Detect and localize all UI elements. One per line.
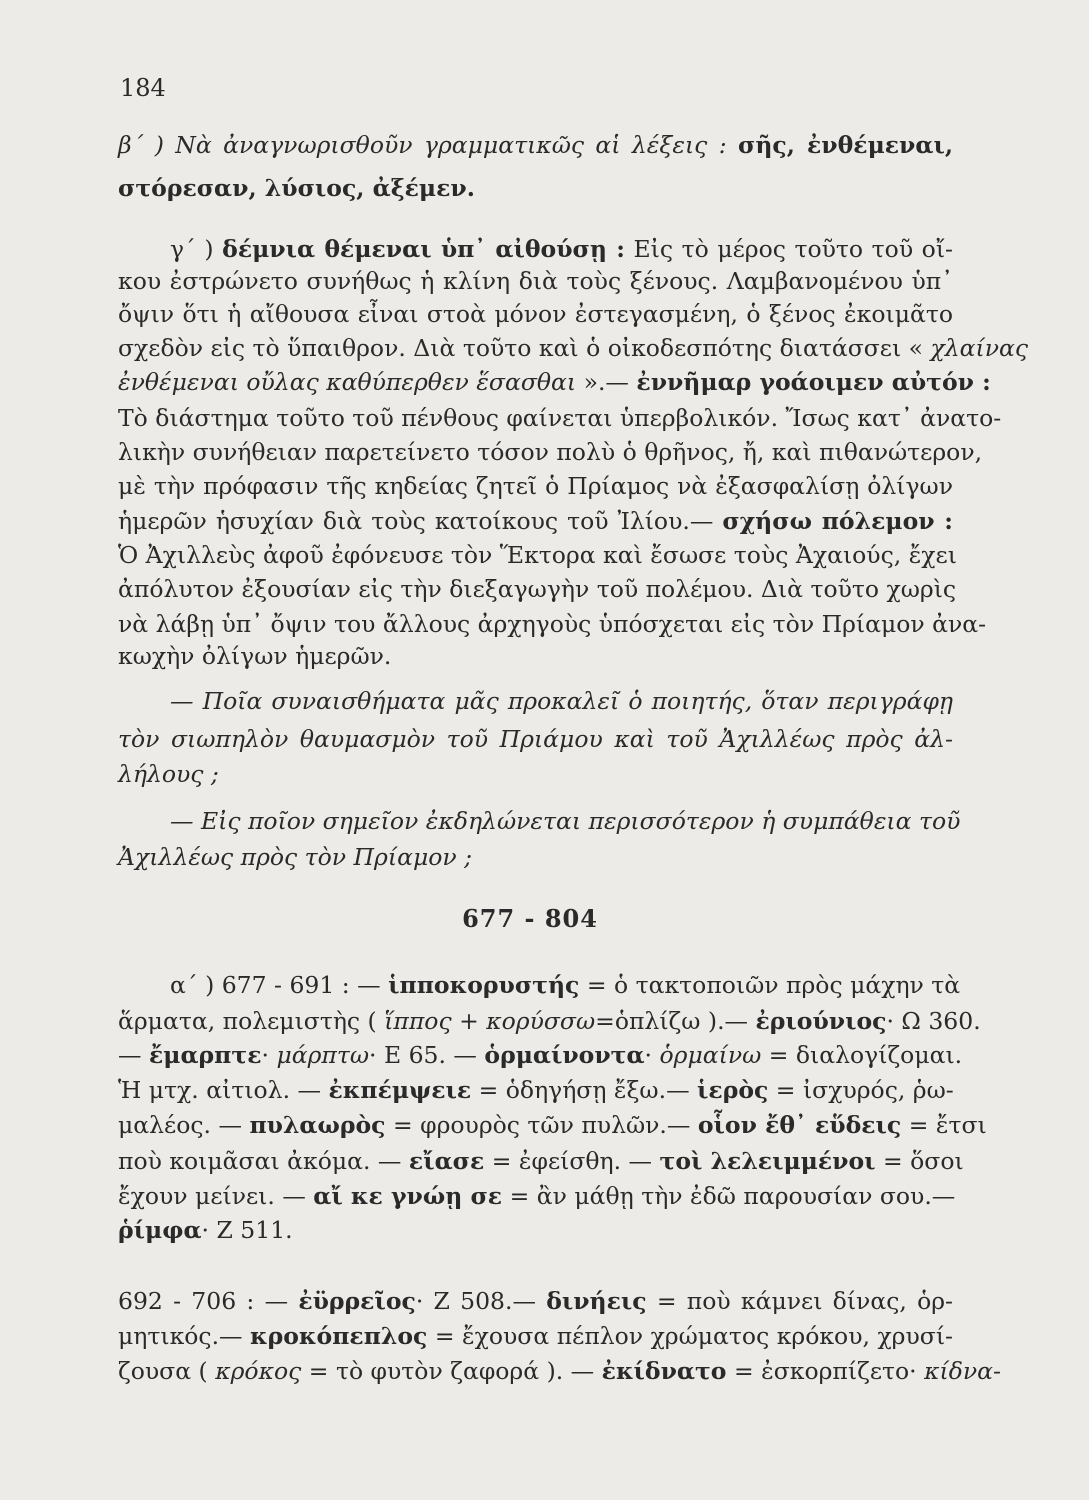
text-line <box>118 842 953 872</box>
text-segment: ἔμαρπτε <box>148 1041 262 1069</box>
text-line <box>170 806 961 836</box>
text-segment: οἷον ἔθ᾽ εὕδεις <box>697 1111 902 1139</box>
text-segment: Εἰς τὸ μέρος τοῦτο τοῦ οἴ- <box>624 235 953 263</box>
text-segment: · Ζ 508.— <box>415 1287 547 1315</box>
text-line <box>118 1040 963 1070</box>
text-segment: κρόκος <box>215 1357 302 1385</box>
text-segment: · Ε 65. — <box>369 1041 485 1069</box>
text-segment: ὁρμαίνω <box>659 1041 762 1069</box>
text-segment: μάρπτω <box>276 1041 370 1069</box>
text-segment: κωχὴν ὀλίγων ἡμερῶν. <box>118 642 392 670</box>
text-segment: · Ζ 511. <box>201 1216 293 1244</box>
text-segment: = διαλογίζομαι. <box>761 1041 963 1069</box>
text-segment: = ἔτσι <box>901 1111 987 1139</box>
text-segment: ἵππος + κορύσσω <box>384 1007 596 1035</box>
text-segment: κου ἐστρώνετο συνήθως ἡ κλίνη διὰ τοὺς ξένους. Λαμβανομένου ὑπ᾽ <box>118 267 953 295</box>
text-line <box>118 1110 987 1140</box>
text-segment: = ὅσοι <box>875 1147 964 1175</box>
text-segment: = ὁ τακτοποιῶν πρὸς μάχην τὰ <box>579 971 961 999</box>
text-segment: μὲ τὴν πρόφασιν τῆς κηδείας ζητεῖ ὁ Πρίαμος νὰ ἐξασφαλίσῃ ὀλίγων <box>118 472 953 500</box>
text-line <box>118 1215 953 1245</box>
text-line <box>118 609 987 639</box>
text-segment: ποὺ κοιμᾶσαι ἀκόμα. — <box>118 1147 409 1175</box>
text-segment: ζουσα ( <box>118 1357 216 1385</box>
text-line <box>118 540 957 570</box>
text-segment: ».— <box>576 368 637 396</box>
text-line <box>118 333 1029 363</box>
text-segment: — <box>118 1041 149 1069</box>
text-segment: = ἂν μάθῃ τὴν ἐδῶ παρουσίαν σου.— <box>502 1182 956 1210</box>
section-heading: 677 - 804 <box>462 904 598 933</box>
text-segment: · <box>644 1041 660 1069</box>
text-line <box>170 686 953 716</box>
text-line <box>118 130 953 160</box>
text-segment: = φρουρὸς τῶν πυλῶν.— <box>385 1111 698 1139</box>
text-line <box>118 266 953 296</box>
text-segment: = ἐσκορπίζετο· <box>726 1357 925 1385</box>
text-segment: τοὶ λελειμμένοι <box>659 1147 876 1175</box>
text-line <box>118 574 957 604</box>
text-segment: δέμνια θέμεναι ὑπ᾽ αἰθούσῃ : <box>222 235 625 263</box>
text-segment: Τὸ διάστημα τοῦτο τοῦ πένθους φαίνεται ὑπερβολικόν. Ἴσως κατ᾽ ἀνατο- <box>118 404 1002 432</box>
text-segment: ἐϋρρεῖος <box>298 1287 416 1315</box>
text-segment: ἡμερῶν ἡσυχίαν διὰ τοὺς κατοίκους τοῦ Ἰλίου.— <box>118 507 723 535</box>
text-line <box>118 506 953 536</box>
text-segment: = τὸ φυτὸν ζαφορά ). — <box>301 1357 602 1385</box>
text-segment: =ὁπλίζω ).— <box>595 1007 756 1035</box>
text-line <box>118 759 953 789</box>
text-line <box>118 1146 964 1176</box>
text-segment: · <box>261 1041 277 1069</box>
text-segment: λήλους ; <box>118 760 219 788</box>
text-segment: ὄψιν ὅτι ἡ αἴθουσα εἶναι στοὰ μόνον ἐστεγασμένη, ὁ ξένος ἐκοιμᾶτο <box>118 300 953 328</box>
text-segment: · Ω 360. <box>886 1007 981 1035</box>
text-segment: νὰ λάβῃ ὑπ᾽ ὄψιν του ἄλλους ἀρχηγοὺς ὑπόσχεται εἰς τὸν Πρίαμον ἀνα- <box>118 610 987 638</box>
text-segment: α΄ ) 677 - 691 : — <box>170 971 389 999</box>
text-segment: ἐκπέμψειε <box>328 1076 472 1104</box>
text-segment: Ἡ μτχ. αἰτιολ. — <box>118 1076 329 1104</box>
text-segment: ἐννῆμαρ γοάοιμεν αὐτόν : <box>636 368 991 396</box>
text-segment: μαλέος. — <box>118 1111 250 1139</box>
text-segment: σχήσω πόλεμον : <box>722 507 953 535</box>
text-segment: σῆς, ἐνθέμεναι, <box>738 131 953 159</box>
text-segment: Ὁ Ἀχιλλεὺς ἀφοῦ ἐφόνευσε τὸν Ἕκτορα καὶ ἔσωσε τοὺς Ἀχαιούς, ἔχει <box>118 541 957 569</box>
text-line <box>118 724 953 754</box>
text-segment: ἱπποκορυστής <box>388 971 580 999</box>
text-line <box>118 1321 953 1351</box>
text-line <box>118 1356 1001 1386</box>
text-segment: ἱερὸς <box>697 1076 769 1104</box>
text-segment: β΄ ) Νὰ ἀναγνωρισθοῦν γραμματικῶς αἱ λέξεις : <box>118 131 739 159</box>
text-segment: 692 - 706 : — <box>118 1287 299 1315</box>
page-number: 184 <box>120 74 166 102</box>
text-segment: πυλαωρὸς <box>249 1111 386 1139</box>
text-segment: τὸν σιωπηλὸν θαυμασμὸν τοῦ Πριάμου καὶ τοῦ Ἀχιλλέως πρὸς ἀλ- <box>118 725 953 753</box>
text-segment: = ἐφείσθη. — <box>484 1147 660 1175</box>
text-line <box>118 299 953 329</box>
text-line <box>118 367 991 397</box>
text-line <box>118 641 953 671</box>
text-segment: = ποὺ κάμνει δίνας, ὁρ- <box>646 1287 953 1315</box>
text-segment: = ἰσχυρός, ῥω- <box>768 1076 954 1104</box>
text-segment: χλαίνας <box>930 334 1029 362</box>
text-segment: λικὴν συνήθειαν παρετείνετο τόσον πολὺ ὁ θρῆνος, ἤ, καὶ πιθανώτερον, <box>118 438 983 466</box>
text-line <box>118 471 953 501</box>
text-segment: ἔχουν μείνει. — <box>118 1182 314 1210</box>
text-line <box>118 1006 981 1036</box>
text-line <box>118 1075 953 1105</box>
text-line <box>118 437 983 467</box>
text-segment: ῥίμφα <box>118 1216 202 1244</box>
text-segment: δινήεις <box>546 1287 647 1315</box>
text-segment: σχεδὸν εἰς τὸ ὕπαιθρον. Διὰ τοῦτο καὶ ὁ οἰκοδεσπότης διατάσσει « <box>118 334 931 362</box>
text-segment: ἐριούνιος <box>755 1007 887 1035</box>
text-segment: = ἔχουσα πέπλον χρώματος κρόκου, χρυσί- <box>427 1322 953 1350</box>
text-segment: — Ποῖα συναισθήματα μᾶς προκαλεῖ ὁ ποιητής, ὅταν περιγράφῃ <box>170 687 953 715</box>
text-segment: Ἀχιλλέως πρὸς τὸν Πρίαμον ; <box>118 843 473 871</box>
text-line <box>170 970 961 1000</box>
text-segment: κίδνα- <box>924 1357 1001 1385</box>
text-segment: ἐκίδνατο <box>601 1357 727 1385</box>
text-segment: ὁρμαίνοντα <box>484 1041 645 1069</box>
text-line <box>118 1181 956 1211</box>
text-segment: στόρεσαν, λύσιος, ἀξέμεν. <box>118 174 475 202</box>
text-segment: μητικός.— <box>118 1322 251 1350</box>
text-line <box>170 234 953 264</box>
text-segment: γ΄ ) <box>170 235 223 263</box>
text-segment: αἴ κε γνώῃ σε <box>313 1182 503 1210</box>
text-segment: = ὁδηγήσῃ ἔξω.— <box>471 1076 698 1104</box>
text-segment: ἀπόλυτον ἐξουσίαν εἰς τὴν διεξαγωγὴν τοῦ πολέμου. Διὰ τοῦτο χωρὶς <box>118 575 957 603</box>
text-segment: ἐνθέμεναι οὔλας καθύπερθεν ἕσασθαι <box>118 368 577 396</box>
text-line <box>118 1286 953 1316</box>
text-segment: — Εἰς ποῖον σημεῖον ἐκδηλώνεται περισσότερον ἡ συμπάθεια τοῦ <box>170 807 961 835</box>
text-line <box>118 173 953 203</box>
text-segment: ἅρματα, πολεμιστὴς ( <box>118 1007 385 1035</box>
text-segment: κροκόπεπλος <box>250 1322 428 1350</box>
text-segment: εἴασε <box>408 1147 485 1175</box>
text-line <box>118 403 1002 433</box>
